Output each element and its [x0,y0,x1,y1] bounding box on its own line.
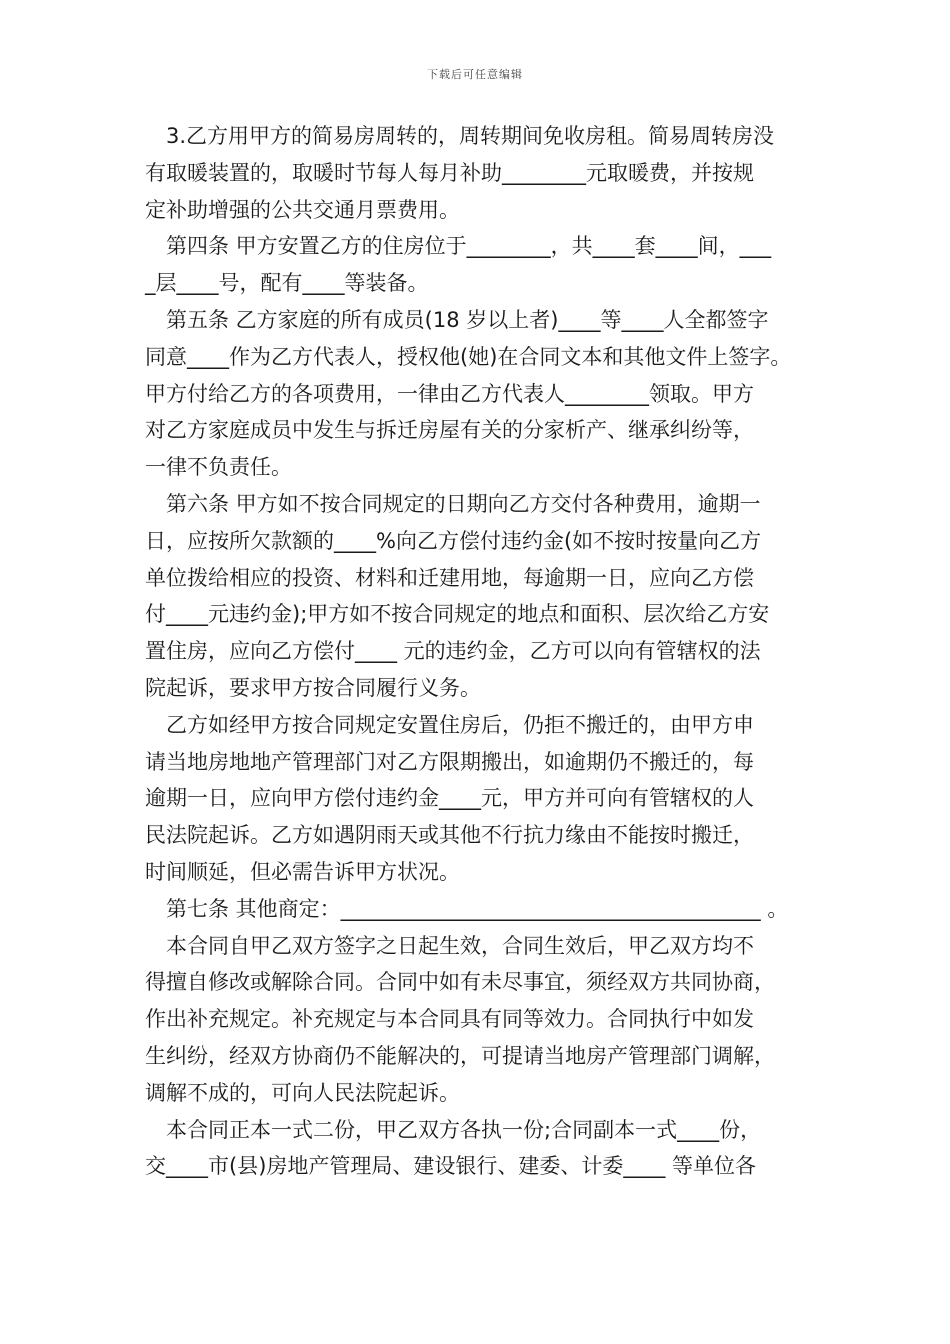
text-line: 第五条 乙方家庭的所有成员(18 岁以上者)____等____人全都签字 [166,307,769,332]
text-line: 院起诉，要求甲方按合同履行义务。 [145,675,481,700]
paragraph-article-6 [145,486,810,707]
paragraph-article-4 [145,228,810,302]
paragraph-effectiveness [145,928,810,1112]
paragraph-copies [145,1112,810,1186]
text-line: 民法院起诉。乙方如遇阴雨天或其他不行抗力缘由不能按时搬迁， [145,823,754,848]
document-body [145,118,810,1185]
text-line: 对乙方家庭成员中发生与拆迁房屋有关的分家析产、继承纠纷等， [145,418,754,443]
text-line: 作出补充规定。补充规定与本合同具有同等效力。合同执行中如发 [145,1007,754,1032]
text-line: 一律不负责任。 [145,455,292,480]
text-line: 调解不成的，可向人民法院起诉。 [145,1080,460,1105]
text-line: 定补助增强的公共交通月票费用。 [145,197,460,222]
text-line: 本合同正本一式二份，甲乙双方各执一份;合同副本一式____份， [166,1117,762,1142]
text-line: 本合同自甲乙双方签字之日起生效，合同生效后，甲乙双方均不 [166,933,754,958]
text-line: 第七条 其他商定：________________________________________ 。 [166,896,789,921]
text-line: 有取暖装置的，取暖时节每人每月补助________元取暖费，并按规 [145,160,754,185]
text-line: 同意____作为乙方代表人，授权他(她)在合同文本和其他文件上签字。 [145,344,792,369]
text-line: 请当地房地地产管理部门对乙方限期搬出，如逾期仍不搬迁的，每 [145,749,754,774]
text-line: 甲方付给乙方的各项费用，一律由乙方代表人________领取。甲方 [145,381,754,406]
paragraph-relocation-refusal [145,707,810,891]
text-line: 乙方如经甲方按合同规定安置住房后，仍拒不搬迁的，由甲方申 [166,712,754,737]
text-line: 日，应按所欠款额的____%向乙方偿付违约金(如不按时按量向乙方 [145,528,762,553]
paragraph-article-7 [145,891,810,928]
text-line: 生纠纷，经双方协商仍不能解决的，可提请当地房产管理部门调解， [145,1043,775,1068]
text-line: 得擅自修改或解除合同。合同中如有未尽事宜，须经双方共同协商， [145,970,775,995]
paragraph-article-5 [145,302,810,486]
page-header: 下载后可任意编辑 [427,68,523,81]
text-line: 置住房，应向乙方偿付____ 元的违约金，乙方可以向有管辖权的法 [145,639,761,664]
text-line: 逾期一日，应向甲方偿付违约金____元，甲方并可向有管辖权的人 [145,786,754,811]
text-line: 时间顺延，但必需告诉甲方状况。 [145,859,460,884]
text-line: 第四条 甲方安置乙方的住房位于________，共____套____间，___ [166,234,772,259]
text-line: 第六条 甲方如不按合同规定的日期向乙方交付各种费用，逾期一 [166,491,761,516]
text-line: 3.乙方用甲方的简易房周转的，周转期间免收房租。简易周转房没 [166,124,775,148]
text-line: 单位拨给相应的投资、材料和迁建用地，每逾期一日，应向乙方偿 [145,565,754,590]
text-line: 交____市(县)房地产管理局、建设银行、建委、计委____ 等单位各 [145,1154,757,1179]
text-line: 付____元违约金);甲方如不按合同规定的地点和面积、层次给乙方安 [145,602,770,627]
paragraph-clause-3 [145,118,810,228]
text-line: _层____号，配有____等装备。 [145,271,429,296]
